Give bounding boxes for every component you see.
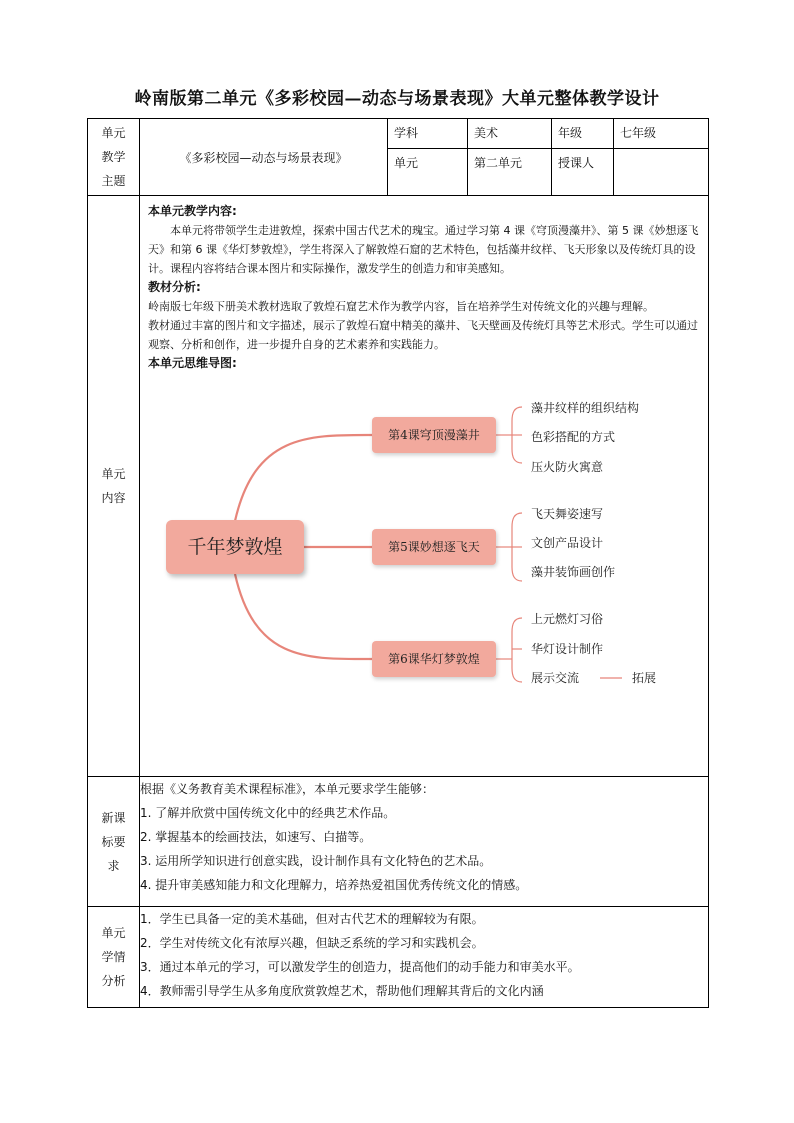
standards-item: 1. 了解并欣赏中国传统文化中的经典艺术作品。: [140, 806, 396, 820]
mindmap-branch-lesson4: 第4课穹顶漫藻井: [372, 417, 496, 453]
standards-item: 2. 掌握基本的绘画技法，如速写、白描等。: [140, 830, 372, 844]
analysis-heading: 教材分析:: [148, 280, 201, 294]
mindmap-leaf: 色彩搭配的方式: [531, 430, 616, 444]
mindmap-leaf: 华灯设计制作: [531, 642, 604, 656]
unit-label: 单元: [388, 149, 468, 196]
standards-cell: [140, 777, 709, 907]
learning-cell: [140, 907, 709, 1008]
mindmap-extra-leaf: 拓展: [632, 671, 657, 685]
mindmap-leaf: 飞天舞姿速写: [531, 507, 604, 521]
theme-label: 单元 教学 主题: [88, 119, 140, 196]
standards-label: 新课 标要 求: [88, 777, 140, 907]
learning-item: 2．学生对传统文化有浓厚兴趣，但缺乏系统的学习和实践机会。: [140, 936, 484, 950]
standards-item: 3. 运用所学知识进行创意实践，设计制作具有文化特色的艺术品。: [140, 854, 492, 868]
mindmap-leaf: 文创产品设计: [531, 536, 604, 550]
teacher-value: [614, 149, 709, 196]
mindmap-leaf: 压火防火寓意: [531, 460, 604, 474]
learning-item: 1．学生已具备一定的美术基础，但对古代艺术的理解较为有限。: [140, 912, 484, 926]
mindmap-root: 千年梦敦煌: [166, 520, 304, 574]
learning-item: 3．通过本单元的学习，可以激发学生的创造力，提高他们的动手能力和审美水平。: [140, 960, 580, 974]
lesson-plan-table: [87, 118, 709, 1008]
content-cell: [140, 196, 709, 777]
subject-label: 学科: [388, 119, 468, 149]
grade-label: 年级: [552, 119, 614, 149]
standards-item: 4. 提升审美感知能力和文化理解力，培养热爱祖国优秀传统文化的情感。: [140, 878, 528, 892]
grade-value: 七年级: [614, 119, 709, 149]
analysis-paragraph-1: 岭南版七年级下册美术教材选取了敦煌石窟艺术作为教学内容，旨在培养学生对传统文化的兴趣与理解。: [148, 300, 654, 313]
content-label: 单元 内容: [88, 196, 140, 777]
mindmap-leaf: 藻井纹样的组织结构: [531, 401, 640, 415]
mindmap-heading: 本单元思维导图:: [148, 356, 237, 370]
subject-value: 美术: [468, 119, 552, 149]
learning-label: 单元 学情 分析: [88, 907, 140, 1008]
mindmap-leaf: 上元燃灯习俗: [531, 612, 604, 626]
mind-map: [140, 373, 708, 731]
mindmap-branch-lesson5: 第5课妙想逐飞天: [372, 529, 496, 565]
unit-value: 第二单元: [468, 149, 552, 196]
unit-theme: 《多彩校园—动态与场景表现》: [140, 119, 388, 196]
mindmap-branch-lesson6: 第6课华灯梦敦煌: [372, 641, 496, 677]
document-title: 岭南版第二单元《多彩校园—动态与场景表现》大单元整体教学设计: [134, 89, 660, 109]
analysis-paragraph-2: 教材通过丰富的图片和文字描述，展示了敦煌石窟中精美的藻井、飞天壁画及传统灯具等艺术形式。学生可以通过观察、分析和创作，进一步提升自身的艺术素养和实践能力。: [148, 319, 698, 351]
content-heading: 本单元教学内容:: [148, 204, 237, 218]
mindmap-leaf: 展示交流: [531, 671, 580, 685]
content-paragraph: 本单元将带领学生走进敦煌，探索中国古代艺术的瑰宝。通过学习第 4 课《穹顶漫藻井》、第 5 课《妙想逐飞天》和第 6 课《华灯梦敦煌》，学生将深入了解敦煌石窟的艺术特色，包括藻井纹样、飞天形象以及传统灯具的设计。课程内容将结合课本图片和实际操作，激发学生的创造力和审美感知。: [148, 224, 699, 275]
learning-item: 4．教师需引导学生从多角度欣赏敦煌艺术，帮助他们理解其背后的文化内涵: [140, 984, 544, 998]
teacher-label: 授课人: [552, 149, 614, 196]
standards-intro: 根据《义务教育美术课程标准》，本单元要求学生能够：: [140, 782, 435, 796]
mindmap-leaf: 藻井装饰画创作: [531, 565, 616, 579]
